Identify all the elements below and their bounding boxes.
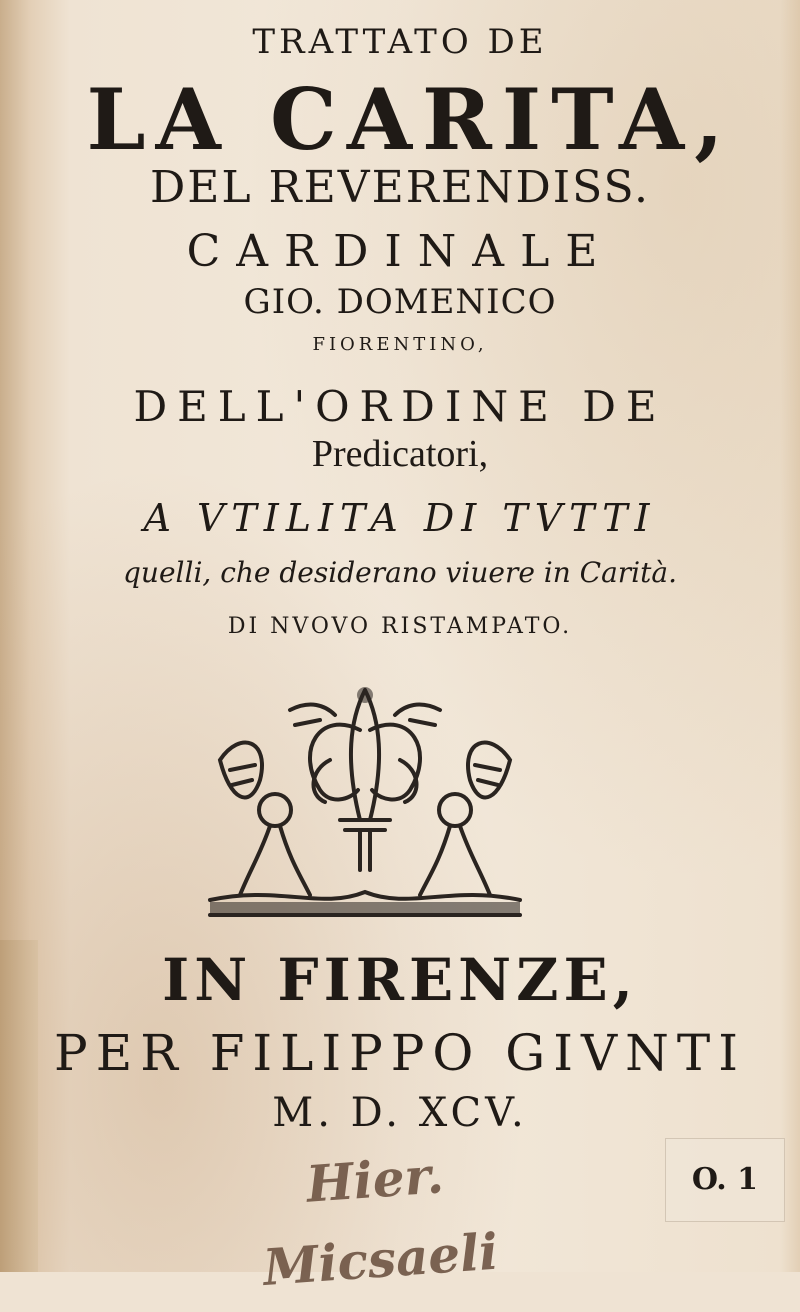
title-line-ristampato: DI NVOVO RISTAMPATO. [227,614,573,639]
ownership-signature: Hier. Micsaeli [261,1145,500,1297]
shelfmark-label: O. 1 [665,1138,785,1222]
title-line-la-carita: LA CARITA, [86,70,734,169]
printers-device-icon [200,670,530,935]
imprint-city: IN FIRENZE, [162,946,638,1014]
title-line-reverendiss: DEL REVERENDISS. [149,162,651,213]
title-line-gio-domenico: GIO. DOMENICO [243,282,557,322]
title-line-ordine: DELL'ORDINE DE [133,382,667,431]
imprint-printer: PER FILIPPO GIVNTI [54,1024,746,1082]
title-line-fiorentino: FIORENTINO, [312,334,488,355]
title-line-cardinale: CARDINALE [186,226,614,277]
title-line-quelli: quelli, che desiderano viuere in Carità. [123,556,677,589]
imprint-year: M. D. XCV. [272,1090,528,1136]
title-line-predicatori: Predicatori, [311,433,489,475]
title-line-utilita: A VTILITA DI TVTTI [143,496,657,540]
title-line-trattato: TRATTATO DE [252,22,548,62]
